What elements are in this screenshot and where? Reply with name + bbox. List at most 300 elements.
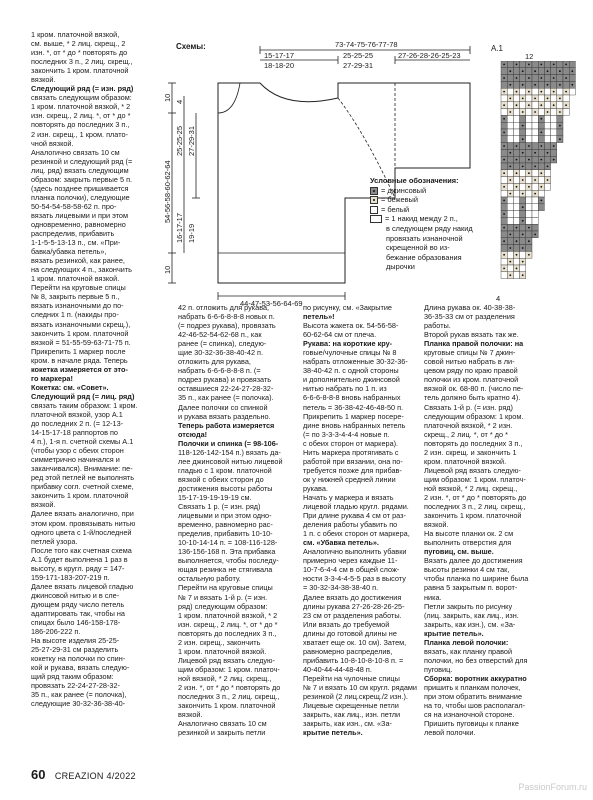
text-line: ной вязкой, * 2 лиц. скрещ., (178, 673, 272, 683)
text-line: 15-17-19-19-19-19 см. (178, 492, 252, 502)
chart-cell (563, 95, 569, 102)
chart-cell-dot (522, 98, 524, 100)
chart-cell (526, 109, 532, 116)
chart-label: А.1 (491, 44, 504, 53)
chart-cell (557, 102, 563, 109)
text-line: вязать, как планку правой (424, 646, 513, 656)
text-line: вязкой. (424, 520, 449, 530)
chart-cell (551, 115, 557, 122)
text-line: 25-27-29-31 см разделить (31, 645, 119, 655)
text-line: вязать лицевыми и при этом (31, 210, 129, 220)
chart-cell (551, 129, 557, 136)
text-line: Или вязать до требуемой (303, 619, 390, 629)
chart-cell (538, 95, 544, 102)
chart-cell-dot (565, 64, 567, 66)
chart-cell (538, 68, 544, 75)
chart-cell (520, 61, 526, 68)
text-line: работы. (424, 321, 451, 331)
text-line: 1 п. с обеих сторон от маркера, (303, 529, 410, 539)
chart-cell-dot (565, 104, 567, 106)
text-line: 1-1-5-5-13-13 п., см. «При- (31, 238, 121, 248)
chart-cell-dot (553, 104, 555, 106)
text-line: 1 кром. платочной вязкой, (31, 30, 120, 39)
text-line: 118-126-142-154 п.) вязать да- (178, 447, 281, 457)
text-line: распределив, прибавить (31, 229, 115, 239)
chart-cell (544, 61, 550, 68)
text-line: равномерно распределив, (303, 646, 393, 656)
text-line: 1 кром. платочной вязкой. (178, 646, 267, 656)
text-line: см. выше, * 2 лиц. скрещ., 2 (31, 39, 126, 49)
text-line: Нить маркера протягивать с (303, 447, 399, 457)
chart-cell (563, 109, 569, 116)
chart-cell-dot (534, 193, 536, 195)
text-line: 14-15-17-18 раппортов по (31, 428, 118, 438)
dim-height-top: 10 (163, 93, 172, 102)
chart-cell (538, 136, 544, 143)
text-line: Следующий ряд (= лиц. ряд) (31, 391, 135, 401)
legend (370, 176, 490, 272)
text-line: вязкой = 51-55-59-63-71-75 п. (31, 337, 131, 347)
text-line: петель»! (303, 312, 335, 322)
chart-cell (507, 183, 513, 190)
text-line: остальную работу. (178, 574, 241, 584)
legend-text: бежание образования (386, 252, 462, 262)
knitting-chart-a1 (491, 61, 587, 293)
chart-cell (520, 265, 526, 272)
chart-cell (513, 245, 519, 252)
text-line: изн. скрещ., 2 лиц. *, от * до * (31, 111, 131, 121)
text-line: длины рукава 27-26-28-26-25- (303, 601, 405, 611)
text-line: закончить 1 кром. платочной (424, 511, 522, 521)
text-line: по рисунку, см. «Закрытие (303, 303, 392, 312)
text-line: крытие петель». (303, 728, 363, 738)
legend-swatch (370, 187, 378, 195)
chart-cell (551, 81, 557, 88)
text-line: При длине рукава 4 см от раз- (303, 511, 406, 521)
chart-cell-dot (516, 186, 518, 188)
text-line: деления работы убавить по (303, 520, 398, 530)
schemes-title: Схемы: (176, 42, 206, 51)
chart-cell (526, 204, 532, 211)
text-line: Вязать далее до достижения (424, 556, 523, 566)
chart-cell-dot (540, 77, 542, 79)
legend-item (370, 186, 490, 196)
chart-cell (513, 258, 519, 265)
text-line: дующем ряду число петель (31, 599, 125, 609)
chart-cell-dot (553, 77, 555, 79)
chart-cell (526, 115, 532, 122)
text-line: отложить для рукава, (178, 357, 251, 367)
text-line: = 30-32-34-38-38-40 п. (303, 583, 379, 593)
text-line: закрыть, как изн., см. «За- (303, 719, 392, 729)
dim-mid-top: 25-25-25 (343, 51, 374, 60)
chart-cell (520, 251, 526, 258)
text-line: повторять до последних 3 п., (31, 120, 130, 130)
chart-cell (507, 265, 513, 272)
chart-cell (513, 129, 519, 136)
chart-cell (538, 109, 544, 116)
chart-cell (507, 143, 513, 150)
text-line: № 8, закрыть первые 5 п., (31, 292, 120, 302)
text-line: 1 кром. платочной вязкой, * 2 (178, 610, 278, 620)
chart-cell (520, 183, 526, 190)
text-line: симметрично начинался и (31, 455, 120, 465)
text-line: пределив, прибавить 10-10- (178, 529, 273, 539)
chart-cell-dot (559, 70, 561, 72)
text-line: петель = 36-38-42-46-48-50 п. (303, 402, 404, 412)
text-line: щим образом: 1 кром. платоч- (178, 664, 280, 674)
chart-cell (526, 149, 532, 156)
text-line: (= подрез рукава), провязать (178, 321, 276, 331)
chart-cell-dot (509, 179, 511, 181)
chart-cell (507, 129, 513, 136)
text-line: 35 п., как ранее (= полочка), (31, 690, 127, 700)
text-line: хватает еще ок. 10 см). Затем, (303, 637, 407, 647)
chart-cell-dot (528, 172, 530, 174)
text-line: скрещ., 2 лиц. *, от * до * (424, 429, 508, 439)
chart-cell-dot (503, 254, 505, 256)
chart-cell (551, 136, 557, 143)
text-line: вязкой с обеих сторон до (178, 474, 264, 484)
text-line: отсюда! (178, 429, 208, 439)
text-line: левой полочки. (424, 728, 476, 738)
chart-cell (501, 163, 507, 170)
chart-cell (507, 217, 513, 224)
text-line: Прикрепить 1 маркер после (31, 346, 126, 356)
text-line: ранее (= спинка), следую- (178, 339, 267, 349)
text-line: образом: закрыть первые 5 п. (31, 174, 133, 184)
chart-cell (507, 156, 513, 163)
chart-cell-dot (553, 145, 555, 147)
text-line: закончить 1 кром. платочной (178, 701, 276, 711)
text-line: ред этой петлей не выполнять (31, 473, 135, 483)
text-line: резинкой и следующий ряд (= (31, 156, 133, 166)
dim-height-bottom: 10 (163, 265, 172, 274)
chart-cell (532, 61, 538, 68)
chart-cell (507, 211, 513, 218)
legend-text: = бежевый (381, 195, 418, 205)
text-line: резинкой и закрыть петли (178, 728, 266, 738)
chart-cell (557, 61, 563, 68)
chart-cell-dot (516, 159, 518, 161)
chart-cell-dot (559, 111, 561, 113)
chart-cell-dot (528, 240, 530, 242)
chart-cell-dot (528, 77, 530, 79)
text-line: 36-35-33 см от разделения (424, 312, 515, 322)
chart-cell-dot (547, 166, 549, 168)
chart-cell-dot (522, 125, 524, 127)
chart-top-number: 12 (525, 52, 534, 61)
text-line: заканчивался). Внимание: пе- (31, 464, 133, 474)
chart-cell (520, 129, 526, 136)
chart-cell-dot (528, 91, 530, 93)
legend-text: = белый (381, 204, 410, 214)
chart-cell (501, 258, 507, 265)
chart-cell-dot (547, 70, 549, 72)
text-line: и рукава вязать раздельно. (178, 411, 271, 421)
text-line: бавка/убавка петель», (31, 247, 107, 257)
text-line: Высота жакета ок. 54-56-58- (303, 321, 399, 331)
text-line: Длина рукава ок. 40-38-38- (424, 303, 516, 312)
text-line: совой нитью набрать в ли- (424, 357, 515, 367)
text-line: нитью набрать по 1 п. из (303, 384, 387, 394)
chart-cell-dot (534, 152, 536, 154)
chart-cell (520, 224, 526, 231)
chart-cell (532, 136, 538, 143)
chart-cell (513, 115, 519, 122)
text-line: 38-40-42 п. с одной стороны (303, 366, 399, 376)
chart-cell (501, 190, 507, 197)
chart-cell (513, 163, 519, 170)
chart-cell (532, 122, 538, 129)
text-line: щие 30-32-36-38-40-42 п. (178, 348, 264, 358)
chart-cell-dot (565, 91, 567, 93)
legend-text: скрещенной во из- (386, 243, 450, 253)
chart-cell-dot (516, 104, 518, 106)
legend-item (370, 234, 490, 244)
text-line: Прикрепить 1 маркер посере- (303, 411, 404, 421)
chart-cell (526, 136, 532, 143)
chart-cell-dot (522, 274, 524, 276)
text-line: Сборка: воротник аккуратно (424, 673, 527, 683)
chart-cell-dot (547, 152, 549, 154)
text-line: цевом ряду по краю правой (424, 366, 518, 376)
text-line: набрать 6-6-6-8-8-8 новых п. (178, 312, 275, 322)
chart-cell (507, 238, 513, 245)
text-line: набрать 6-6-6-8-8-8 п. (= (178, 366, 261, 376)
text-column-4 (424, 303, 529, 738)
text-line: 10-10-14-14 п. = 108-116-128- (178, 538, 278, 548)
legend-item (370, 195, 490, 205)
chart-cell (526, 68, 532, 75)
text-line: 1 кром. платочной вязкой, * 2 (31, 102, 131, 112)
chart-cell (501, 81, 507, 88)
legend-text: дырочки (386, 262, 415, 272)
text-line: Следующий ряд (= изн. ряд) (31, 84, 134, 94)
chart-cell (526, 217, 532, 224)
text-line: 159-171-183-207-219 п. (31, 572, 110, 582)
chart-cell-dot (534, 166, 536, 168)
text-line: 50-54-54-58-58-62 п. про- (31, 201, 117, 211)
text-column-3 (303, 303, 418, 738)
chart-cell (526, 95, 532, 102)
chart-cell-dot (571, 70, 573, 72)
chart-cell-dot (528, 159, 530, 161)
chart-cell-dot (516, 254, 518, 256)
text-line: 186-206-222 п. (31, 627, 81, 637)
text-line: платочной вязкой, узор А.1 (31, 409, 123, 419)
chart-cell (507, 122, 513, 129)
text-line: высоту, в кругл. ряду = 147- (31, 563, 125, 573)
chart-cell-dot (522, 261, 524, 263)
chart-cell (532, 143, 538, 150)
chart-cell-dot (503, 77, 505, 79)
text-line: высоты резинки 4 см так, (424, 565, 510, 575)
text-line: 42 п. отложить для рукава, (178, 303, 270, 312)
chart-cell (526, 163, 532, 170)
chart-cell-dot (553, 91, 555, 93)
chart-cell-dot (509, 111, 511, 113)
chart-cell (513, 177, 519, 184)
magazine-name: CREAZION 4/2022 (54, 771, 136, 781)
chart-cell-dot (509, 234, 511, 236)
text-line: рукава. (303, 483, 328, 493)
text-line: пришить к планкам полочек, (424, 682, 521, 692)
chart-cell-dot (547, 84, 549, 86)
chart-cell-dot (571, 84, 573, 86)
text-line: Начать у маркера и вязать (303, 492, 394, 502)
chart-cell-dot (509, 247, 511, 249)
text-line: Перейти на круговые спицы (31, 283, 126, 293)
chart-cell (544, 115, 550, 122)
chart-cell (538, 177, 544, 184)
chart-cell-dot (503, 159, 505, 161)
chart-cell (501, 149, 507, 156)
text-line: петлей узора. (31, 536, 78, 546)
chart-cell (501, 231, 507, 238)
dim-left-bottom: 18-18-20 (264, 61, 295, 70)
text-line: Аналогично связать 10 см (178, 719, 267, 729)
chart-cell-dot (522, 179, 524, 181)
chart-cell (544, 102, 550, 109)
chart-cell (532, 217, 538, 224)
chart-cell (520, 143, 526, 150)
text-line: Перейти на чулочные спицы (303, 673, 400, 683)
text-line: набрать отложенные 30-32-36- (303, 357, 408, 367)
text-line: Планка правой полочки: на (424, 339, 524, 349)
chart-cell-dot (559, 98, 561, 100)
legend-title: Условные обозначения: (370, 176, 459, 185)
text-line: на следующих 4 п., закончить (31, 265, 132, 275)
watermark: PassionForum.ru (518, 782, 587, 792)
chart-cell-dot (534, 111, 536, 113)
chart-cell-dot (522, 234, 524, 236)
text-line: дине вновь набранных петель (303, 420, 406, 430)
text-line: временно, равномерно рас- (178, 520, 273, 530)
legend-swatch (370, 206, 378, 214)
chart-cell-dot (534, 98, 536, 100)
text-line: Аналогично выполнить убавки (303, 547, 407, 557)
text-line: оставшиеся 22-24-27-28-32- (178, 384, 274, 394)
text-line: вязкой. (31, 75, 56, 85)
chart-cell (513, 149, 519, 156)
chart-cell-dot (503, 104, 505, 106)
chart-cell (520, 211, 526, 218)
chart-cell (520, 102, 526, 109)
page-number: 60 (31, 767, 46, 782)
chart-cell-dot (509, 274, 511, 276)
text-line: № 7 и вязать 1-й р. (= изн. (178, 592, 268, 602)
chart-cell (501, 177, 507, 184)
text-line: щий ряд таким образом: (31, 672, 114, 682)
text-line: спицах было 146-158-178- (31, 618, 121, 628)
text-line: Теперь работа измеряется (178, 420, 275, 430)
chart-cell (526, 177, 532, 184)
chart-cell (520, 238, 526, 245)
chart-cell (507, 136, 513, 143)
text-line: вязать изнаночными до по- (31, 301, 124, 311)
chart-cell (507, 102, 513, 109)
text-line: Лицевой ряд вязать следую- (424, 465, 521, 475)
chart-cell-dot (516, 64, 518, 66)
chart-cell (513, 272, 519, 279)
chart-bottom-number: 4 (496, 294, 501, 303)
text-line: ок у нижней средней линии (303, 474, 396, 484)
text-line: кой и рукава, вязать следую- (31, 663, 130, 673)
chart-cell (544, 143, 550, 150)
chart-cell (513, 81, 519, 88)
text-line: 42-46-52-54-62-68 п., как (178, 330, 262, 340)
chart-cell-dot (516, 145, 518, 147)
chart-cell (507, 170, 513, 177)
chart-cell (563, 68, 569, 75)
chart-cell-dot (528, 254, 530, 256)
chart-cell-dot (516, 268, 518, 270)
chart-cell (526, 197, 532, 204)
chart-cell (513, 109, 519, 116)
chart-cell (551, 68, 557, 75)
text-line: 4 п.), 1-я п. счетной схемы А.1 (31, 437, 134, 447)
text-line: адаптировать так, чтобы на (31, 609, 125, 618)
chart-cell-dot (503, 64, 505, 66)
text-line: подрез рукава) и провязать (178, 375, 272, 385)
chart-cell-dot (540, 186, 542, 188)
text-line: лее джинсовой нитью лицевой (178, 456, 283, 466)
chart-cell (532, 75, 538, 82)
chart-cell (551, 122, 557, 129)
legend-item (370, 224, 490, 234)
legend-swatch (370, 215, 382, 223)
text-line: Рукава: на короткие кру- (303, 339, 393, 349)
chart-cell-dot (534, 234, 536, 236)
chart-cell-dot (522, 84, 524, 86)
chart-cell-dot (522, 152, 524, 154)
text-line: лицевыми и при этом одно- (178, 511, 272, 521)
text-line: 40-40-44-44-48-48 п. (303, 664, 372, 674)
text-line: одного цвета с 1-й/последней (31, 527, 132, 537)
text-line: платочной вязкой, * 2 изн. (424, 420, 513, 430)
text-line: джинсовой нитью и в сле- (31, 590, 120, 600)
chart-cell (532, 170, 538, 177)
dim-side-c: 16-17-17 (175, 212, 184, 243)
chart-cell-dot (540, 132, 542, 134)
chart-cell-dot (565, 77, 567, 79)
chart-cell-dot (509, 261, 511, 263)
dim-side-a: 25-25-25 (175, 125, 184, 156)
text-line: (= по 3-3-3-4-4-4 новые п. (303, 429, 390, 439)
legend-swatch (370, 196, 378, 204)
chart-cell (526, 190, 532, 197)
text-line: изн. скрещ., 2 лиц. *, от * до * (178, 619, 278, 629)
chart-cell (532, 224, 538, 231)
text-line: связать таким образом: 1 кром. (31, 400, 138, 410)
text-line: одновременно, равномерно (31, 219, 126, 229)
chart-cell (526, 81, 532, 88)
text-line: с обеих сторон от маркера). (303, 438, 399, 448)
chart-cell-dot (503, 91, 505, 93)
text-line: На высоте планки ок. 2 см (424, 529, 514, 539)
text-line: 1 кром. платочной вязкой. (31, 274, 120, 284)
chart-cell (526, 211, 532, 218)
text-line: 2 изн. *, от * до * повторять до (424, 492, 527, 502)
text-line: Планка левой полочки: (424, 637, 509, 647)
chart-cell (501, 217, 507, 224)
text-line: ся на изнаночной стороне. (424, 710, 515, 720)
text-line: На высоте изделия 25-25- (31, 636, 120, 646)
text-line: вязкой. (178, 710, 203, 720)
text-line: Лицевые скрещенные петли (303, 701, 399, 711)
chart-cell-dot (522, 193, 524, 195)
